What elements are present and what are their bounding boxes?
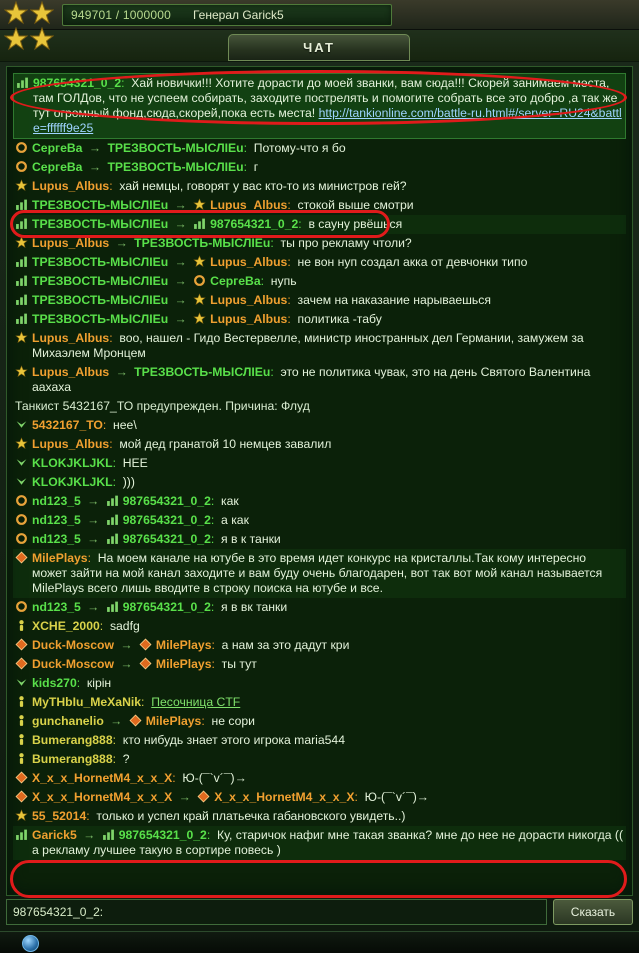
message-author[interactable]: ТРЕЗВОСТЬ-МЫСЛIEu — [32, 312, 169, 326]
message-text: мой дед гранатой 10 немцев завалил — [119, 437, 332, 451]
arrow-icon: → — [175, 790, 195, 804]
chat-message-body — [32, 141, 346, 156]
top-bar — [0, 0, 639, 30]
message-colon: : — [112, 475, 123, 489]
chat-message[interactable] — [13, 291, 626, 310]
message-author[interactable]: KLOKJKLJKL — [32, 456, 113, 470]
message-text: ты про рекламу чтоли? — [280, 236, 412, 250]
leaf-icon — [15, 456, 28, 469]
chat-message-body — [32, 255, 527, 270]
message-colon: : — [287, 312, 298, 326]
chat-message-body — [32, 676, 111, 691]
rank-icon — [106, 532, 119, 545]
message-text: стокой выше смотри — [297, 198, 414, 212]
message-colon: : — [298, 217, 309, 231]
message-text: нее\ — [113, 418, 137, 432]
chat-message-body — [32, 600, 287, 615]
message-link[interactable]: http://tankionline.com/battle-ru.html#/server=RU24&battle=ffffff9e25 — [33, 106, 622, 135]
leaf-icon — [15, 475, 28, 488]
chat-message-list[interactable] — [6, 66, 633, 896]
message-author[interactable]: XCHE_2000 — [32, 619, 100, 633]
chat-message[interactable] — [13, 530, 626, 549]
chat-message[interactable] — [13, 492, 626, 511]
chat-message-body — [32, 714, 255, 729]
chat-input-row — [6, 899, 633, 925]
rank-icon — [15, 198, 28, 211]
gem-icon — [197, 790, 210, 803]
chat-message-body — [32, 513, 249, 528]
message-author[interactable]: ТРЕЗВОСТЬ-МЫСЛIEu — [32, 217, 169, 231]
gem-icon — [15, 790, 28, 803]
chat-message[interactable] — [13, 769, 626, 788]
message-recipient[interactable]: 987654321_0_2 — [210, 217, 299, 231]
star-icon — [193, 293, 206, 306]
chat-message-body — [32, 418, 137, 433]
arrow-icon: → — [85, 141, 105, 155]
message-recipient[interactable]: 987654321_0_2 — [122, 600, 211, 614]
person-icon — [15, 714, 28, 727]
chat-message-body — [32, 274, 297, 289]
message-colon: : — [87, 551, 98, 565]
rank-stars-row-1 — [4, 1, 54, 25]
message-author[interactable]: ТРЕЗВОСТЬ-МЫСЛIEu — [32, 198, 169, 212]
message-colon: : — [141, 695, 152, 709]
chat-message-body — [32, 752, 130, 767]
message-author[interactable]: СергеВа — [32, 141, 83, 155]
gem-icon — [15, 551, 28, 564]
chat-message[interactable] — [13, 731, 626, 750]
message-recipient[interactable]: ТРЕЗВОСТЬ-МЫСЛIEu — [134, 365, 271, 379]
message-text: это не политика чувак, это на день Святого Валентина аахаха — [32, 365, 591, 394]
chat-message-body — [32, 532, 281, 547]
chat-message[interactable] — [13, 750, 626, 769]
arrow-icon: → — [171, 312, 191, 326]
star-icon — [30, 1, 54, 25]
ring-icon — [15, 532, 28, 545]
star-icon — [15, 365, 28, 378]
message-author[interactable]: 55_52014 — [32, 809, 87, 823]
arrow-icon: → — [171, 274, 191, 288]
arrow-icon: → — [171, 217, 191, 231]
message-text: я в к танки — [221, 532, 281, 546]
rank-icon — [102, 828, 115, 841]
message-colon: : — [287, 255, 298, 269]
arrow-icon: → — [83, 532, 103, 546]
message-author[interactable]: Lupus_Albus — [32, 331, 110, 345]
message-text: г — [253, 160, 259, 174]
person-icon — [15, 752, 28, 765]
message-author[interactable]: Lupus_Albus — [32, 179, 110, 193]
chat-message-body — [32, 179, 407, 194]
chat-message-body — [32, 198, 414, 213]
chat-message[interactable] — [13, 310, 626, 329]
message-colon: : — [109, 331, 120, 345]
message-author[interactable]: Duck-Moscow — [32, 657, 114, 671]
chat-message[interactable] — [13, 329, 626, 363]
rank-icon — [106, 513, 119, 526]
message-recipient[interactable]: Lupus_Albus — [210, 255, 288, 269]
message-author[interactable]: Lupus_Albus — [32, 236, 110, 250]
gem-icon — [15, 638, 28, 651]
message-text: в сауну рвёшься — [308, 217, 403, 231]
chat-message[interactable] — [13, 215, 626, 234]
chat-message-body — [32, 160, 258, 175]
chat-message-body — [32, 293, 491, 308]
star-icon — [4, 1, 28, 25]
rank-stars-row-2 — [4, 27, 54, 51]
message-text: а как — [221, 513, 249, 527]
chat-message[interactable] — [13, 196, 626, 215]
message-author[interactable]: Garick5 — [32, 828, 77, 842]
message-text: не вон нуп создал акка от девчонки типо — [297, 255, 528, 269]
chat-message[interactable] — [13, 788, 626, 807]
star-icon — [15, 236, 28, 249]
rank-icon — [193, 217, 206, 230]
message-recipient[interactable]: 987654321_0_2 — [122, 532, 211, 546]
rank-icon — [15, 828, 28, 841]
message-author[interactable]: Lupus_Albus — [32, 365, 110, 379]
message-text: ты тут — [221, 657, 257, 671]
chat-message-body — [32, 456, 148, 471]
rank-icon — [106, 494, 119, 507]
message-text: На моем канале на ютубе в это время идет конкурс на кристаллы.Так кому интересно может зайти на мой канал заходите и вам буду очень благодарен, вот так вот мой канал называется MilePlays всего лишь вводите в строку поиска на ютубе и все. — [32, 551, 603, 595]
message-author[interactable]: MilePlays — [32, 551, 88, 565]
chat-message[interactable] — [13, 655, 626, 674]
player-rank-name: Генерал Garick5 — [192, 7, 284, 22]
arrow-icon: → — [171, 198, 191, 212]
chat-message-body — [32, 695, 240, 710]
gem-icon — [139, 638, 152, 651]
message-colon: : — [172, 771, 183, 785]
arrow-icon: → — [116, 657, 136, 671]
status-orb-icon[interactable] — [22, 935, 39, 952]
arrow-icon: → — [171, 293, 191, 307]
message-text: Ю-(¯`v´¯)→ — [182, 771, 247, 785]
chat-message-body — [32, 437, 331, 452]
message-recipient[interactable]: ТРЕЗВОСТЬ-МЫСЛIEu — [107, 141, 244, 155]
chat-message[interactable] — [13, 454, 626, 473]
message-colon: : — [354, 790, 365, 804]
chat-message-body — [32, 657, 257, 672]
chat-message[interactable] — [13, 712, 626, 731]
message-author[interactable]: Bumerang888 — [32, 752, 113, 766]
message-colon: : — [109, 179, 120, 193]
chat-message[interactable] — [13, 674, 626, 693]
tab-strip — [0, 30, 639, 62]
message-colon: : — [102, 418, 114, 432]
message-author[interactable]: gunchanelio — [32, 714, 104, 728]
message-colon: : — [76, 676, 87, 690]
message-recipient[interactable]: 987654321_0_2 — [122, 494, 211, 508]
message-author[interactable]: nd123_5 — [32, 600, 81, 614]
message-author[interactable]: nd123_5 — [32, 494, 81, 508]
rank-icon — [15, 255, 28, 268]
star-icon — [15, 437, 28, 450]
ring-icon — [15, 141, 28, 154]
gem-icon — [129, 714, 142, 727]
message-recipient[interactable]: 987654321_0_2 — [122, 513, 211, 527]
chat-message[interactable] — [13, 435, 626, 454]
message-text: нупь — [270, 274, 297, 288]
chat-message-body — [32, 365, 624, 395]
chat-message-body — [32, 771, 247, 786]
rank-icon — [15, 312, 28, 325]
message-colon: : — [243, 160, 254, 174]
star-icon — [193, 255, 206, 268]
chat-message-body — [32, 733, 345, 748]
message-text: хай немцы, говорят у вас кто-то из министров гей? — [119, 179, 407, 193]
chat-message-body — [33, 76, 623, 136]
message-text: ? — [122, 752, 130, 766]
ring-icon — [15, 160, 28, 173]
chat-message[interactable] — [13, 73, 626, 139]
ring-icon — [15, 513, 28, 526]
message-recipient[interactable]: ТРЕЗВОСТЬ-МЫСЛIEu — [134, 236, 271, 250]
message-author[interactable]: 5432167_ТО — [32, 418, 103, 432]
message-author[interactable]: KLOKJKLJKL — [32, 475, 113, 489]
message-colon: : — [112, 733, 123, 747]
star-icon — [15, 809, 28, 822]
message-colon: : — [270, 365, 281, 379]
arrow-icon: → — [83, 600, 103, 614]
chat-message[interactable] — [13, 416, 626, 435]
message-colon: : — [211, 657, 222, 671]
message-colon: : — [211, 638, 222, 652]
message-colon: : — [210, 513, 222, 527]
message-colon: : — [270, 236, 281, 250]
message-colon: : — [287, 293, 298, 307]
person-icon — [15, 733, 28, 746]
message-recipient[interactable]: MilePlays — [155, 638, 212, 652]
star-icon — [193, 198, 206, 211]
system-message-text: Танкист 5432167_ТО предупрежден. Причина: Флуд — [15, 399, 310, 413]
arrow-icon: → — [112, 365, 132, 379]
chat-message[interactable] — [13, 158, 626, 177]
chat-message[interactable] — [13, 549, 626, 598]
message-text: Хай новички!!! Хотите дорасти до моей званки, вам сюда!!! Скорей занимаем места, там ГОЛДов, что не успеем собирать, заходите пострелять и помогите собрать все это добро ,а так же тут огромный фонд,сюда,скорей,пока есть места! — [33, 76, 618, 120]
experience-bar — [62, 4, 392, 26]
message-text: как — [221, 494, 239, 508]
arrow-icon: → — [106, 714, 126, 728]
message-recipient[interactable]: Lupus_Albus — [210, 198, 288, 212]
message-colon: : — [287, 198, 298, 212]
star-icon — [15, 331, 28, 344]
star-icon — [193, 312, 206, 325]
message-author[interactable]: X_x_x_HornetM4_x_x_X — [32, 790, 173, 804]
rank-icon — [106, 600, 119, 613]
chat-message-body — [32, 312, 382, 327]
star-icon — [30, 27, 54, 51]
leaf-icon — [15, 676, 28, 689]
message-text: Ку, старичок нафиг мне такая званка? мне до нее не дорасти никогда (( а рекламу лучшее такую в сортире повесь ) — [32, 828, 624, 857]
message-text: только и успел край платьечка габановского увидеть..) — [96, 809, 406, 823]
arrow-icon: → — [116, 638, 136, 652]
ring-icon — [15, 494, 28, 507]
experience-value: 949701 / 1000000 — [71, 7, 171, 22]
chat-input[interactable] — [6, 899, 547, 925]
chat-message[interactable] — [13, 473, 626, 492]
chat-message-body — [32, 475, 135, 490]
chat-message-body — [32, 638, 349, 653]
message-recipient[interactable]: Lupus_Albus — [210, 312, 288, 326]
rank-icon — [15, 217, 28, 230]
message-text: я в вк танки — [221, 600, 288, 614]
bottom-strip — [0, 931, 639, 953]
message-text: кірін — [86, 676, 112, 690]
message-text: зачем на наказание нарываешься — [297, 293, 491, 307]
send-button[interactable]: Сказать — [553, 899, 633, 925]
message-author[interactable]: ТРЕЗВОСТЬ-МЫСЛIEu — [32, 293, 169, 307]
ring-icon — [193, 274, 206, 287]
message-author[interactable]: СергеВа — [32, 160, 83, 174]
message-recipient[interactable]: X_x_x_HornetM4_x_x_X — [214, 790, 355, 804]
message-recipient[interactable]: Lupus_Albus — [210, 293, 288, 307]
arrow-icon: → — [85, 160, 105, 174]
arrow-icon: → — [79, 828, 99, 842]
message-author[interactable]: Lupus_Albus — [32, 437, 110, 451]
chat-message-body — [32, 619, 140, 634]
message-text: политика -табу — [297, 312, 382, 326]
message-author[interactable]: 987654321_0_2 — [33, 76, 122, 90]
message-colon: : — [210, 600, 222, 614]
tab-chat[interactable]: ЧАТ — [228, 34, 410, 61]
gem-icon — [15, 771, 28, 784]
message-author[interactable]: X_x_x_HornetM4_x_x_X — [32, 771, 173, 785]
arrow-icon: → — [171, 255, 191, 269]
message-colon: : — [210, 494, 222, 508]
message-colon: : — [243, 141, 254, 155]
message-text: sadfg — [109, 619, 140, 633]
chat-message[interactable] — [13, 363, 626, 397]
star-icon — [4, 27, 28, 51]
message-text: ))) — [122, 475, 135, 489]
message-text: кто нибудь знает этого игрока maria544 — [122, 733, 345, 747]
chat-message-body — [32, 828, 624, 858]
message-colon: : — [112, 752, 123, 766]
message-colon: : — [109, 437, 120, 451]
message-recipient[interactable]: 987654321_0_2 — [118, 828, 207, 842]
message-author[interactable]: ТРЕЗВОСТЬ-МЫСЛIEu — [32, 274, 169, 288]
message-author[interactable]: ТРЕЗВОСТЬ-МЫСЛIEu — [32, 255, 169, 269]
message-author[interactable]: kids270 — [32, 676, 77, 690]
message-colon: : — [99, 619, 110, 633]
chat-message-body — [32, 331, 624, 361]
chat-message[interactable] — [13, 177, 626, 196]
message-colon: : — [112, 456, 123, 470]
chat-message[interactable] — [13, 693, 626, 712]
person-icon — [15, 695, 28, 708]
chat-message[interactable] — [13, 617, 626, 636]
rank-icon — [15, 293, 28, 306]
message-text: воо, нашел - Гидо Вестервелле, министр иностранных дел Германии, замужем за Михаэлем Мронцем — [32, 331, 584, 360]
message-author[interactable]: nd123_5 — [32, 532, 81, 546]
chat-message[interactable] — [13, 636, 626, 655]
gem-icon — [139, 657, 152, 670]
message-colon: : — [260, 274, 271, 288]
arrow-icon: → — [83, 494, 103, 508]
message-recipient[interactable]: MilePlays — [155, 657, 212, 671]
arrow-icon: → — [112, 236, 132, 250]
message-link[interactable]: Песочница CTF — [151, 695, 241, 709]
message-colon: : — [201, 714, 212, 728]
chat-message-body — [32, 790, 429, 805]
message-text: а нам за это дадут кри — [221, 638, 350, 652]
chat-message[interactable] — [13, 234, 626, 253]
chat-message-body — [32, 809, 405, 824]
message-recipient[interactable]: ТРЕЗВОСТЬ-МЫСЛIEu — [107, 160, 244, 174]
chat-message[interactable] — [13, 826, 626, 860]
message-colon: : — [210, 532, 222, 546]
message-author[interactable]: MyTHbIu_MeXaNik — [32, 695, 142, 709]
chat-message[interactable] — [13, 397, 626, 416]
chat-message[interactable] — [13, 253, 626, 272]
message-text: НЕЕ — [122, 456, 148, 470]
message-text: Ю-(¯`v´¯)→ — [364, 790, 429, 804]
message-recipient[interactable]: СергеВа — [210, 274, 261, 288]
chat-message-body — [32, 551, 624, 596]
message-author[interactable]: Bumerang888 — [32, 733, 113, 747]
message-text: Потому-что я бо — [253, 141, 346, 155]
rank-icon — [16, 76, 29, 89]
chat-message[interactable] — [13, 272, 626, 291]
message-text: не сори — [211, 714, 255, 728]
chat-message-body — [32, 494, 239, 509]
message-author[interactable]: Duck-Moscow — [32, 638, 114, 652]
rank-icon — [15, 274, 28, 287]
chat-message[interactable] — [13, 139, 626, 158]
ring-icon — [15, 600, 28, 613]
person-icon — [15, 619, 28, 632]
leaf-icon — [15, 418, 28, 431]
message-colon: : — [86, 809, 97, 823]
chat-message[interactable] — [13, 598, 626, 617]
chat-message-body — [32, 217, 402, 232]
chat-message[interactable] — [13, 807, 626, 826]
message-colon: : — [206, 828, 217, 842]
message-colon: : — [121, 76, 132, 90]
gem-icon — [15, 657, 28, 670]
star-icon — [15, 179, 28, 192]
message-author[interactable]: nd123_5 — [32, 513, 81, 527]
message-recipient[interactable]: MilePlays — [145, 714, 202, 728]
arrow-icon: → — [83, 513, 103, 527]
chat-message-body — [32, 236, 412, 251]
chat-message[interactable] — [13, 511, 626, 530]
